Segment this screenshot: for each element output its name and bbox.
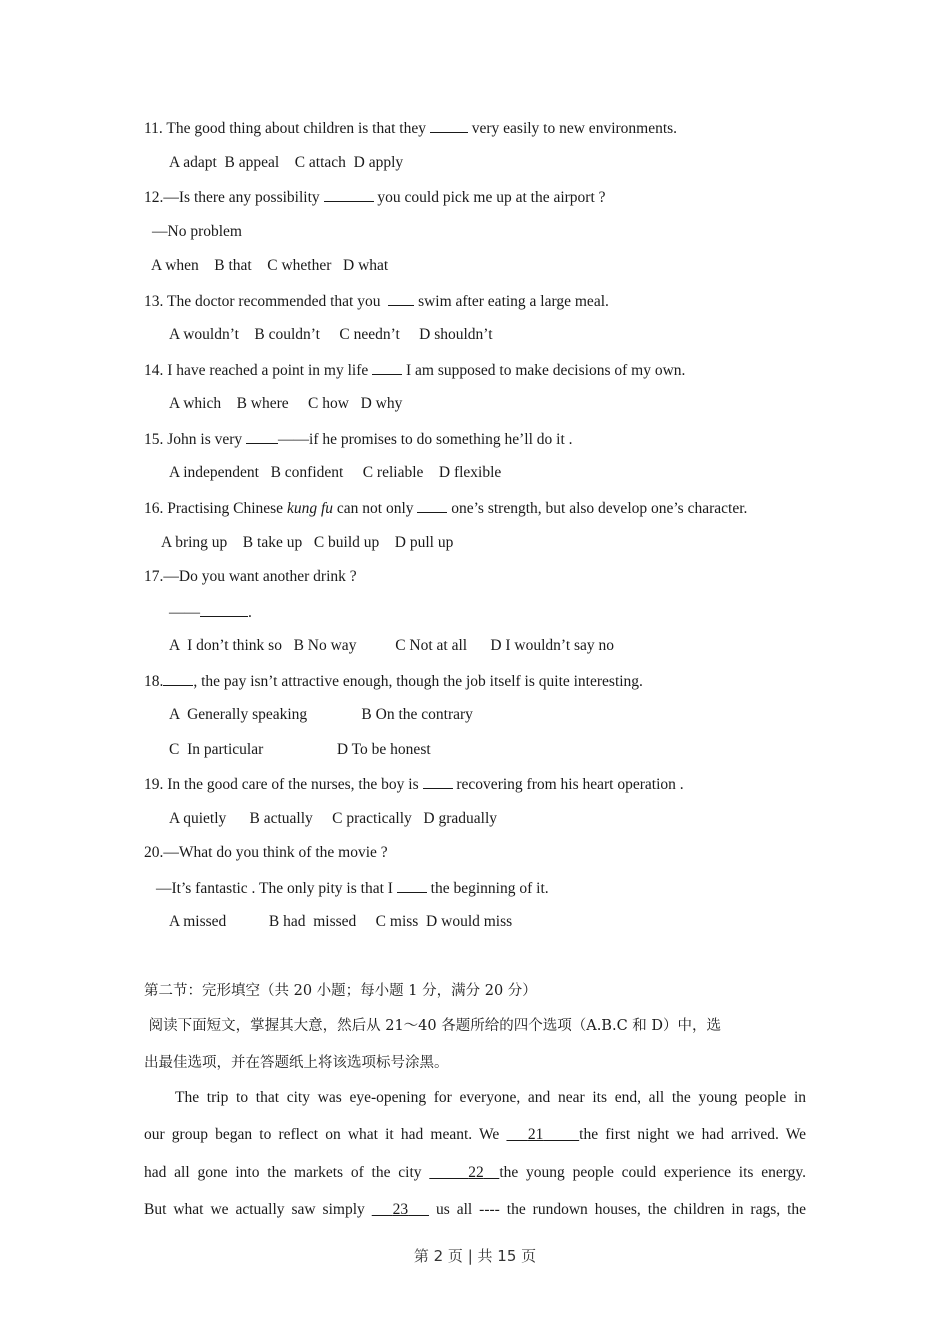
question-11 [144,118,677,139]
answer-blank [388,291,414,306]
section-instruction-2: 出最佳选项，并在答题纸上将该选项标号涂黑。 [144,1055,449,1071]
question-number: 19. [144,776,164,793]
question-text: In the good care of the nurses, the boy is [163,776,423,793]
answer-blank [200,602,248,617]
question-20 [144,843,388,863]
question-text: —What do you think of the movie ? [163,844,388,861]
question-16 [144,498,747,519]
question-text: swim after eating a large meal. [414,293,609,310]
question-19-options: A quietly B actually C practically D gradually [169,810,498,827]
passage-line-2 [144,1125,806,1145]
question-number: 18. [144,673,164,690]
blank-number: 21 [527,1126,544,1143]
question-text: The good thing about children is that they [162,120,430,137]
question-text: , the pay isn’t attractive enough, though the job itself is quite interesting. [193,673,643,690]
question-20-options: A missed B had missed C miss D would miss [169,913,513,930]
answer-blank [372,360,402,375]
question-text: Practising Chinese [163,500,287,517]
question-20-reply [156,878,549,899]
question-text: the beginning of it. [426,880,549,897]
question-16-options: A bring up B take up C build up D pull up [161,534,454,551]
question-text: can not only [333,500,418,517]
passage-text: had all gone into the markets of the city [144,1164,430,1181]
question-18-options-2: C In particular D To be honest [169,741,431,758]
question-number: 13. [144,293,164,310]
question-text: recovering from his heart operation . [452,776,684,793]
question-number: 14. [144,362,164,379]
passage-line-1: The trip to that city was eye-opening for everyone, and near its end, all the young people in [175,1089,806,1106]
question-14-options: A which B where C how D why [169,395,403,412]
answer-blank [324,187,374,202]
question-13 [144,291,609,312]
question-17-options: A I don’t think so B No way C Not at all D I wouldn’t say no [169,637,615,654]
question-number: 12. [144,189,164,206]
question-number: 20. [144,844,164,861]
question-number: 17. [144,568,164,585]
answer-blank [423,774,453,789]
question-18 [144,671,643,692]
question-15-options: A independent B confident C reliable D flexible [169,464,502,481]
question-number: 11. [144,120,163,137]
question-text: one’s strength, but also develop one’s character. [447,500,748,517]
passage-line-4 [144,1200,806,1220]
question-text: —Is there any possibility [163,189,324,206]
question-text: you could pick me up at the airport ? [373,189,606,206]
blank-22 [429,1164,499,1181]
answer-blank [397,878,427,893]
question-text: I have reached a point in my life [163,362,373,379]
passage-text: the young people could experience its energy. [499,1164,806,1181]
passage-text: the first night we had arrived. We [579,1126,807,1143]
answer-blank [246,429,278,444]
passage-text: But what we actually saw simply [144,1201,372,1218]
question-17 [144,567,357,587]
page-footer: 第 2 页 | 共 15 页 [413,1247,537,1265]
answer-blank [417,498,447,513]
blank-number: 22 [468,1164,484,1181]
question-13-options: A wouldn’t B couldn’t C needn’t D shouldn’t [169,326,493,343]
question-11-options: A adapt B appeal C attach D apply [169,154,404,171]
question-number: 15. [144,431,164,448]
blank-number: 23 [392,1201,409,1218]
question-text: John is very [163,431,247,448]
question-15 [144,429,573,450]
answer-blank [163,671,193,686]
passage-text: us all ---- the rundown houses, the children in rags, the [429,1201,807,1218]
question-17-reply: —— . [169,604,252,621]
section-heading: 第二节：完形填空（共 20 小题；每小题 1 分，满分 20 分） [144,983,537,999]
blank-21 [506,1126,579,1143]
question-text: ——if he promises to do something he’ll do it . [278,431,573,448]
passage-text: our group began to reflect on what it had meant. We [144,1126,507,1143]
dash: —— [169,604,200,621]
passage-line-3 [144,1163,806,1183]
question-text: —Do you want another drink ? [163,568,357,585]
question-text: I am supposed to make decisions of my own. [402,362,686,379]
question-text: —It’s fantastic . The only pity is that I [156,880,397,897]
question-number: 16. [144,500,164,517]
answer-blank [430,118,468,133]
question-text: very easily to new environments. [467,120,678,137]
question-12-options: A when B that C whether D what [151,257,389,274]
question-14 [144,360,685,381]
question-text-italic: kung fu [286,500,333,517]
question-18-options-1: A Generally speaking B On the contrary [169,706,473,723]
section-instruction-1: 阅读下面短文，掌握其大意，然后从 21～40 各题所给的四个选项（A.B.C 和 D）中，选 [144,1018,722,1034]
question-12 [144,187,606,208]
question-text: The doctor recommended that you [163,293,389,310]
question-19 [144,774,684,795]
blank-23 [372,1201,429,1218]
question-12-reply: —No problem [152,223,242,240]
